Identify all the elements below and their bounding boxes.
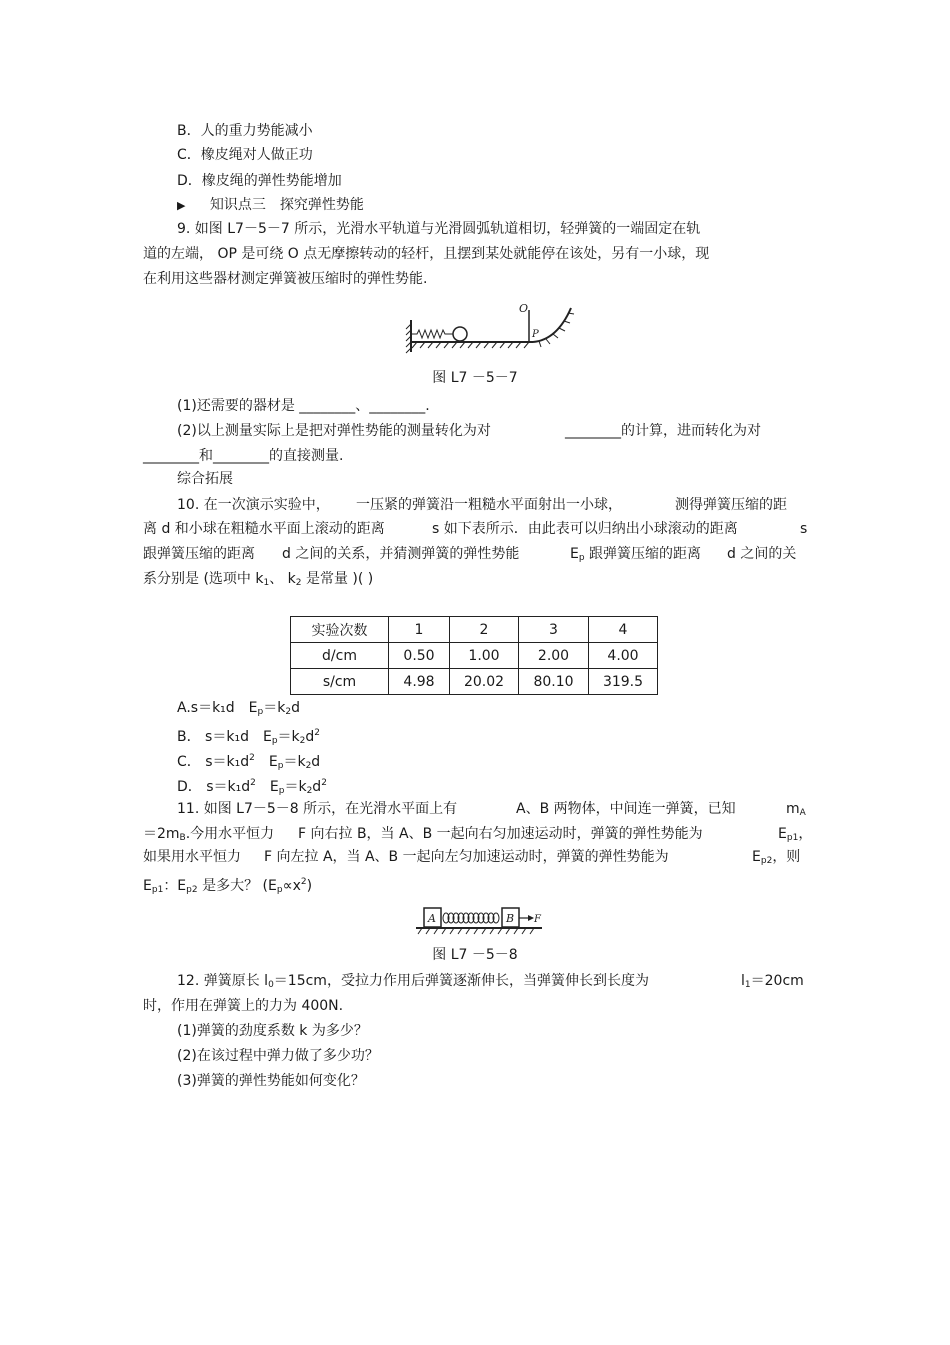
- q10-line-4: 系分别是 (选项中 $k_1$、 $k_2$ 是常量 )( ): [143, 571, 374, 588]
- table-cell: 1.00: [450, 643, 519, 669]
- q12-sub-3: (3)弹簧的弹性势能如何变化？: [177, 1073, 365, 1089]
- q11-line-3c: $E_{p2}$，则: [752, 849, 801, 866]
- q11-line-3b: F 向左拉 A，当 A、B 一起向左匀加速运动时，弹簧的弹性势能为: [264, 849, 669, 865]
- q9-line-2: 道的左端， OP 是可绕 O 点无摩擦转动的轻杆，且摆到某处就能停在该处，另有一小球，现: [143, 246, 710, 262]
- label-f: F: [534, 914, 541, 925]
- q10-option-d: D． $s=k_1d^2$ $E_p=k_2d^2$: [177, 778, 327, 796]
- section-comprehensive: 综合拓展: [177, 471, 233, 487]
- data-table: [290, 616, 658, 695]
- table-cell: 2: [450, 617, 519, 643]
- label-b: B: [506, 912, 515, 925]
- q12-sub-1: (1)弹簧的劲度系数 k 为多少？: [177, 1023, 368, 1039]
- option-b: B．人的重力势能减小: [177, 123, 313, 139]
- q10-option-a: A.s＝k₁d $E_p=k_2d$: [177, 700, 300, 717]
- spring: [412, 330, 453, 338]
- q10-option-c: C． $s=k_1d^2$ $E_p=k_2d$: [177, 753, 321, 771]
- q11-line-1c: $m_A$: [786, 801, 806, 818]
- q12-line-1b: $l_1=20cm$: [741, 973, 804, 990]
- table-cell: s/cm: [291, 669, 389, 695]
- q12-sub-2: (2)在该过程中弹力做了多少功？: [177, 1048, 379, 1064]
- label-o: O: [519, 302, 529, 315]
- q10-line-1b: 一压紧的弹簧沿一粗糙水平面射出一小球，: [356, 497, 622, 513]
- table-cell: 2.00: [519, 643, 589, 669]
- q10-line-1a: 10. 在一次演示实验中，: [177, 497, 330, 513]
- q10-line-3c: $E_p$: [570, 546, 585, 563]
- table-cell: 1: [389, 617, 450, 643]
- option-c: C．橡皮绳对人做正功: [177, 147, 313, 163]
- table-cell: 4: [589, 617, 658, 643]
- table-cell: 0.50: [389, 643, 450, 669]
- table-cell: 20.02: [450, 669, 519, 695]
- q9-sub-1: (1)还需要的器材是 ________、________.: [177, 398, 430, 414]
- q12-line-2: 时，作用在弹簧上的力为 400N.: [143, 998, 344, 1014]
- spring-coils: [443, 913, 499, 923]
- q9-line-1: 9. 如图 L7－5－7 所示，光滑水平轨道与光滑圆弧轨道相切，轻弹簧的一端固定在轨: [177, 221, 701, 237]
- figure-caption-l7-5-7: 图 L7 －5－7: [432, 370, 518, 386]
- q11-line-2a: $=2m_B$.今用水平恒力: [143, 826, 275, 843]
- table-row: [291, 643, 658, 669]
- q10-line-1c: 测得弹簧压缩的距: [675, 497, 787, 513]
- table-cell: 4.98: [389, 669, 450, 695]
- table-row: [291, 669, 658, 695]
- q11-line-2c: $E_{p1}$，: [778, 826, 813, 843]
- figure-l7-5-7: [405, 296, 580, 358]
- q11-line-3a: 如果用水平恒力: [143, 849, 241, 865]
- q9-sub-2b: ________的计算，进而转化为对: [565, 423, 761, 439]
- q12-line-1a: 12. 弹簧原长 $l_0=15cm$，受拉力作用后弹簧逐渐伸长，当弹簧伸长到长度为: [177, 973, 649, 990]
- q9-line-3: 在利用这些器材测定弹簧被压缩时的弹性势能.: [143, 271, 428, 287]
- figure-l7-5-8: [416, 903, 542, 935]
- table-cell: 80.10: [519, 669, 589, 695]
- triangle-marker-icon: ▶: [177, 199, 186, 212]
- q10-line-3e: d 之间的关: [727, 546, 797, 562]
- q10-line-3a: 跟弹簧压缩的距离: [143, 546, 255, 562]
- table-cell: 4.00: [589, 643, 658, 669]
- section-title: 知识点三 探究弹性势能: [209, 197, 364, 213]
- q11-line-1a: 11. 如图 L7－5－8 所示，在光滑水平面上有: [177, 801, 458, 817]
- q10-line-3b: d 之间的关系，并猜测弹簧的弹性势能: [282, 546, 520, 562]
- q11-line-4: $E_{p1}$：$E_{p2}$ 是多大？ $(E_p\propto x^2)$: [143, 877, 313, 895]
- table-cell: 319.5: [589, 669, 658, 695]
- figure-caption-l7-5-8: 图 L7 －5－8: [432, 947, 518, 963]
- option-d: D．橡皮绳的弹性势能增加: [177, 173, 342, 189]
- label-p: P: [532, 329, 539, 340]
- table-cell: 3: [519, 617, 589, 643]
- q9-sub-2a: (2)以上测量实际上是把对弹性势能的测量转化为对: [177, 423, 491, 439]
- table-cell: d/cm: [291, 643, 389, 669]
- q11-line-2b: F 向右拉 B，当 A、B 一起向右匀加速运动时，弹簧的弹性势能为: [298, 826, 703, 842]
- q10-line-2b: s 如下表所示．由此表可以归纳出小球滚动的距离: [432, 521, 738, 537]
- q10-option-b: B． s＝k₁d $E_p=k_2d^2$: [177, 728, 320, 746]
- table-row: [291, 617, 658, 643]
- label-a: A: [428, 912, 436, 925]
- table-cell: 实验次数: [291, 617, 389, 643]
- ball: [453, 327, 467, 341]
- q10-line-3d: 跟弹簧压缩的距离: [589, 546, 701, 562]
- q11-line-1b: A、B 两物体，中间连一弹簧，已知: [516, 801, 736, 817]
- q9-sub-2c: ________和________的直接测量.: [143, 448, 344, 464]
- q10-line-2c: s: [800, 521, 808, 537]
- section-heading-3: [177, 196, 364, 215]
- q10-line-2a: 离 d 和小球在粗糙水平面上滚动的距离: [143, 521, 385, 537]
